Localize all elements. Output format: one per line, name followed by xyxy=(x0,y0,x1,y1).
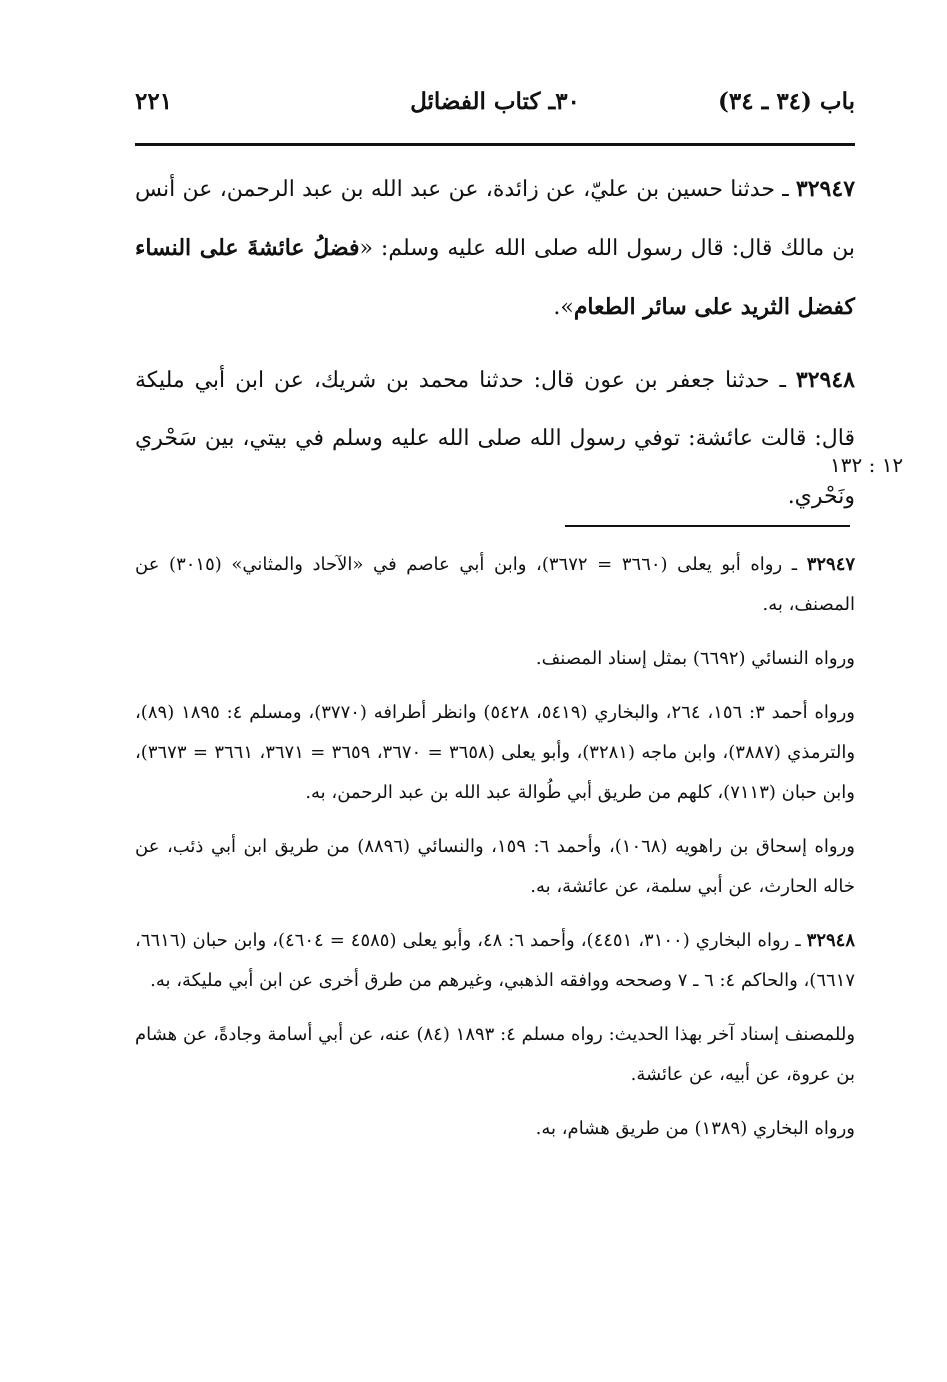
footnote xyxy=(135,1015,855,1095)
footnote-text: ورواه إسحاق بن راهويه (١٠٦٨)، وأحمد ٦: ١٥٩، والنسائي (٨٨٩٦) من طريق ابن أبي ذئب، عن خاله الحارث، عن أبي سلمة، عن عائشة، به. xyxy=(135,836,855,897)
footnote-number: ٣٢٩٤٧ xyxy=(806,554,856,575)
page-number: ٢٢١ xyxy=(135,88,173,115)
hadith-32947 xyxy=(135,160,855,337)
footnote xyxy=(135,1109,855,1149)
footnote xyxy=(135,639,855,679)
footnotes xyxy=(135,545,855,1163)
hadith-close: ». xyxy=(553,295,574,320)
margin-reference: ١٢ : ١٣٢ xyxy=(830,453,904,477)
footnote-text: ـ رواه البخاري (٣١٠٠، ٤٤٥١)، وأحمد ٦: ٤٨، وأبو يعلى (٤٥٨٥ = ٤٦٠٤)، وابن حبان (٦٦١٦، ٦٦١٧)، والحاكم ٤: ٦ ـ ٧ وصححه ووافقه الذهبي، وغيرهم من طرق أخرى عن ابن أبي مليكة، به. xyxy=(135,930,855,991)
footnote-text: ورواه أحمد ٣: ١٥٦، ٢٦٤، والبخاري (٥٤١٩، ٥٤٢٨) وانظر أطرافه (٣٧٧٠)، ومسلم ٤: ١٨٩٥ (٨٩)، والترمذي (٣٨٨٧)، وابن ماجه (٣٢٨١)، وأبو يعلى (٣٦٥٨ = ٣٦٧٠، ٣٦٥٩ = ٣٦٧١، ٣٦٦١ = ٣٦٧٣)، وابن حبان (٧١١٣)، كلهم من طريق أبي طُوالة عبد الله بن عبد الرحمن، به. xyxy=(135,702,856,803)
hadith-number: ٣٢٩٤٨ xyxy=(795,367,855,393)
footnote-text: وللمصنف إسناد آخر بهذا الحديث: رواه مسلم ٤: ١٨٩٣ (٨٤) عنه، عن أبي أسامة وجادةً، عن هشام بن عروة، عن أبيه، عن عائشة. xyxy=(135,1024,856,1085)
page-header xyxy=(135,88,855,128)
hadith-matn: فضلُ عائشةَ على النساء كفضل الثريد على سائر الطعام xyxy=(135,235,855,320)
hadith-32948 xyxy=(135,351,855,526)
footnote xyxy=(135,921,855,1001)
footnote-text: ورواه البخاري (١٣٨٩) من طريق هشام، به. xyxy=(535,1118,855,1139)
hadith-text xyxy=(135,160,855,540)
footnote-number: ٣٢٩٤٨ xyxy=(806,930,855,951)
footnote xyxy=(135,545,855,625)
hadith-chain: ـ حدثنا جعفر بن عون قال: حدثنا محمد بن شريك، عن ابن أبي مليكة قال: قالت عائشة: توفي رسول الله صلى الله عليه وسلم في بيتي، بين سَحْري ونَحْري. xyxy=(135,368,855,509)
footnote xyxy=(135,693,855,813)
header-rule xyxy=(135,143,855,146)
book-title: ٣٠ـ كتاب الفضائل xyxy=(410,88,580,115)
footnote-rule xyxy=(565,525,850,527)
footnote-text: ورواه النسائي (٦٦٩٢) بمثل إسناد المصنف. xyxy=(535,648,855,669)
hadith-chain: ـ حدثنا حسين بن عليّ، عن زائدة، عن عبد الله بن عبد الرحمن، عن أنس بن مالك قال: قال رسول الله صلى الله عليه وسلم: « xyxy=(135,177,856,261)
hadith-number: ٣٢٩٤٧ xyxy=(795,176,856,202)
footnote-text: ـ رواه أبو يعلى (٣٦٦٠ = ٣٦٧٢)، وابن أبي عاصم في «الآحاد والمثاني» (٣٠١٥) عن المصنف، به. xyxy=(135,554,855,615)
chapter-heading: باب (٣٤ ـ ٣٤) xyxy=(717,88,855,115)
footnote xyxy=(135,827,855,907)
